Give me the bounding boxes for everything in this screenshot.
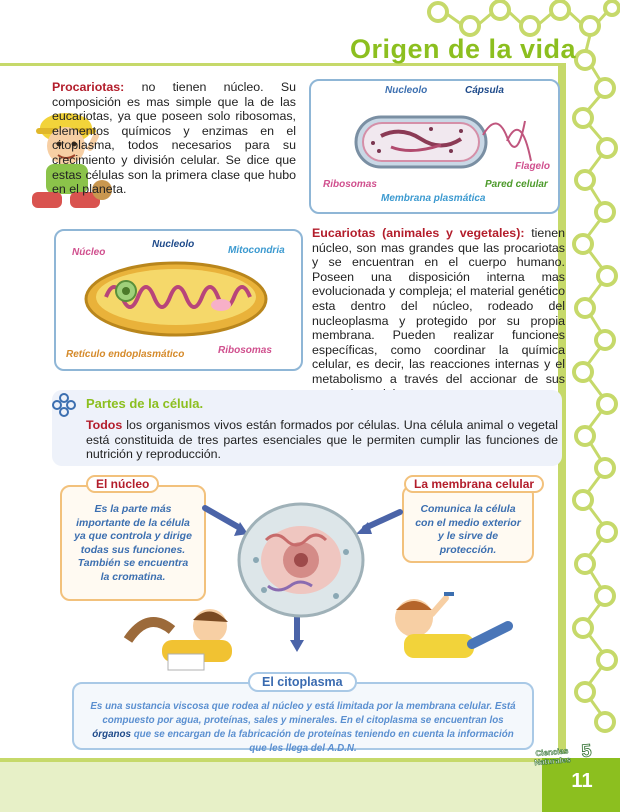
- bacteria-label-capsula: Cápsula: [465, 85, 504, 96]
- membrana-callout-text: Comunica la célula con el medio exterior y le sirve de protección.: [415, 503, 521, 556]
- citoplasma-box: [72, 682, 534, 754]
- bacteria-label-membrana: Membrana plasmática: [381, 193, 486, 204]
- girl-reading-illustration: [118, 600, 246, 678]
- partes-heading: Partes de la célula.: [86, 396, 204, 411]
- page-title: Origen de la vida: [350, 34, 577, 64]
- mito-label-nucleo: Núcleo: [72, 247, 106, 258]
- eucariotas-term: Eucariotas (animales y vegetales):: [312, 226, 525, 240]
- partes-text: los organismos vivos están formados por células. Una célula animal o vegetal está constituida de tres partes esenciales que le permiten cumplir las funciones de nutrición y reproducción.: [86, 418, 558, 462]
- nucleo-callout-title: El núcleo: [86, 475, 159, 493]
- page-number: 11: [571, 770, 593, 792]
- animal-cell-illustration: [236, 500, 366, 620]
- book-grade: 5: [580, 740, 593, 762]
- eucariotas-text: tienen núcleo, son mas grandes que las procariotas y se encuentran en el cuerpo humano. Poseen una disposición interna mas evolucionada y compleja; el material genético esta dentro del núcleo, rodeado del nucleoplasma y protegido por su propia membrana. Pueden realizar funciones específicas, como coordinar la química celular, es decir, las reacciones internas y el metabolismo a través del accionar de sus: [312, 226, 565, 386]
- citoplasma-text-before: Es una sustancia viscosa que rodea al núcleo y está limitada por la membrana celular. Está compuesto por agua, proteínas, sales y minerales. En el citoplasma se encuentran los: [90, 701, 516, 726]
- partes-lead: Todos: [86, 418, 123, 432]
- bacteria-label-ribosomas: Ribosomas: [323, 179, 377, 190]
- boy-lying-illustration: [372, 584, 518, 674]
- mito-label-nucleolo: Nucleolo: [152, 239, 195, 250]
- book-title-line2: Naturales: [533, 755, 572, 768]
- procariotas-text: no tienen núcleo. Su composición es mas simple que la de las eucariotas, ya que poseen solo ribosomas, elementos químicos y enzimas en el citoplasma, todos necesarios para su crecimiento y división celular. Se dice que estas células son la primera clase que hubo en el planeta.: [52, 80, 296, 197]
- bacteria-label-nucleolo: Nucleolo: [385, 85, 428, 96]
- citoplasma-title: El citoplasma: [248, 672, 357, 692]
- citoplasma-text-after: que se encargan de la fabricación de proteínas teniendo en cuenta la información que les llega del A.D.N.: [133, 729, 514, 754]
- citoplasma-text: [84, 700, 522, 756]
- bacteria-label-pared: Pared celular: [485, 179, 548, 190]
- mito-label-reticulo: Retículo endoplasmático: [66, 349, 185, 360]
- nucleo-callout-text: Es la parte más importante de la célula ya que controla y dirige todas sus funciones. También se encuentra la cromatina.: [74, 503, 192, 583]
- mito-label-ribosomas: Ribosomas: [218, 345, 272, 356]
- procariotas-term: Procariotas:: [52, 80, 125, 94]
- citoplasma-keyword: órganos: [92, 729, 131, 740]
- membrana-callout-title: La membrana celular: [404, 475, 544, 493]
- bacteria-label-flagelo: Flagelo: [515, 161, 551, 172]
- book-title-line1: Ciencias: [535, 746, 569, 759]
- mito-label-mitocondria: Mitocondria: [228, 245, 285, 256]
